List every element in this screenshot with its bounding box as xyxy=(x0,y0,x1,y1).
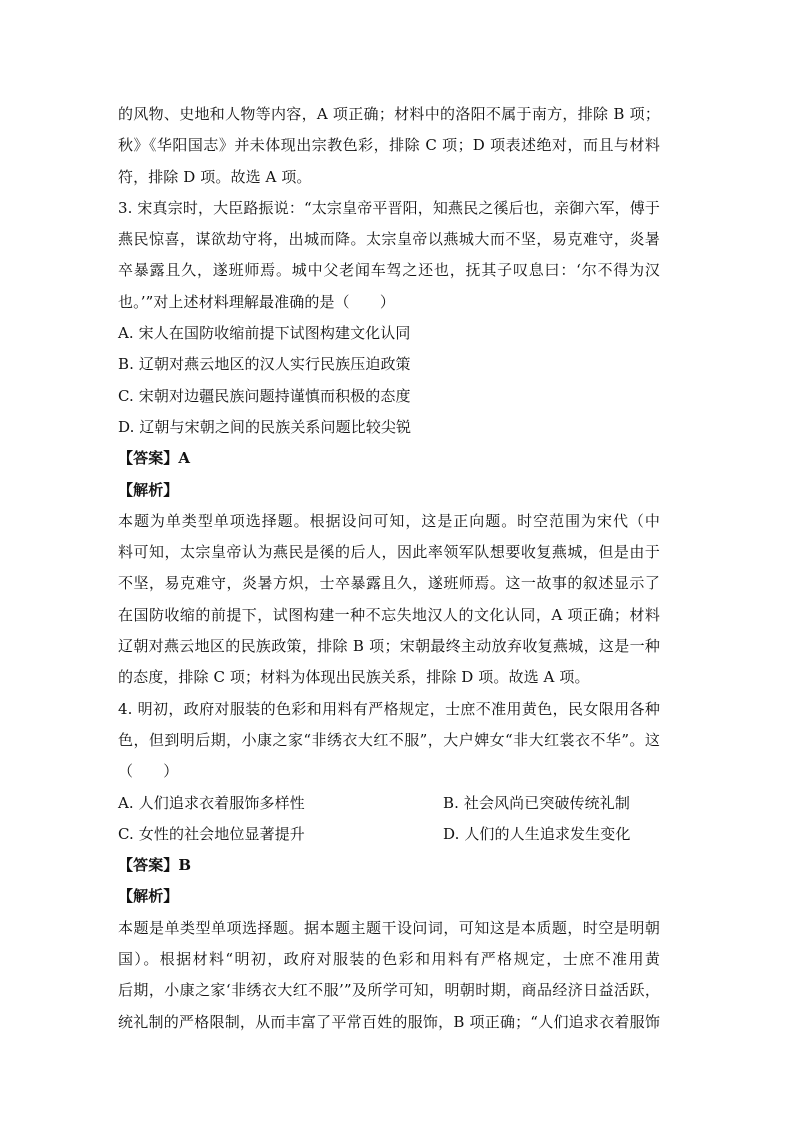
text-line: 卒暴露且久，遂班师焉。城中父老闻车驾之还也，抚其子叹息曰：‘尔不得为汉 xyxy=(118,261,660,280)
option-right: D. 人们的人生追求发生变化 xyxy=(443,824,631,843)
analysis-label: 【解析】 xyxy=(118,887,179,906)
option-left: A. 人们追求衣着服饰多样性 xyxy=(118,793,305,812)
text-line: 色，但到明后期，小康之家“非绣衣大红不服”，大户婢女“非大红裳衣不华”。这 xyxy=(118,730,660,749)
text-line: 不坚，易克难守，炎暑方炽，士卒暴露且久，遂班师焉。这一故事的叙述显示了 xyxy=(118,574,660,593)
text-line: 辽朝对燕云地区的民族政策，排除 B 项；宋朝最终主动放弃收复燕城，这是一种 xyxy=(118,637,660,656)
text-line: 后期，小康之家‘非绣衣大红不服’”及所学可知，明朝时期，商品经济日益活跃， xyxy=(118,981,660,1000)
text-line: B. 辽朝对燕云地区的汉人实行民族压迫政策 xyxy=(118,355,411,374)
text-line: 料可知，太宗皇帝认为燕民是徯的后人，因此率领军队想要收复燕城，但是由于 xyxy=(118,543,660,562)
text-line: 在国防收缩的前提下，试图构建一种不忘失地汉人的文化认同，A 项正确；材料 xyxy=(118,605,660,624)
option-row xyxy=(118,788,678,819)
text-line: 的态度，排除 C 项；材料为体现出民族关系，排除 D 项。故选 A 项。 xyxy=(118,668,590,687)
text-line: （ ） xyxy=(118,762,179,781)
analysis-label: 【解析】 xyxy=(118,480,179,499)
text-line: 也。’”对上述材料理解最准确的是（ ） xyxy=(118,292,395,311)
text-line: A. 宋人在国防收缩前提下试图构建文化认同 xyxy=(118,324,411,343)
text-line: 4. 明初，政府对服装的色彩和用料有严格规定，士庶不准用黄色，民女限用各种 xyxy=(118,699,660,718)
text-line: 燕民惊喜，谋欲劫守将，出城而降。太宗皇帝以燕城大而不坚，易克难守，炎暑 xyxy=(118,230,660,249)
option-right: B. 社会风尚已突破传统礼制 xyxy=(443,793,630,812)
text-line: 3. 宋真宗时，大臣路振说：“太宗皇帝平晋阳，知燕民之徯后也，亲御六军，傅于 xyxy=(118,198,660,217)
text-line: 国）。根据材料“明初，政府对服装的色彩和用料有严格规定，士庶不准用黄 xyxy=(118,950,660,969)
option-left: C. 女性的社会地位显著提升 xyxy=(118,824,305,843)
text-line: 本题是单类型单项选择题。据本题主题干设问词，可知这是本质题，时空是明朝 xyxy=(118,918,660,937)
option-row xyxy=(118,819,678,850)
text-line: C. 宋朝对边疆民族问题持谨慎而积极的态度 xyxy=(118,386,411,405)
text-line: 秋》《华阳国志》并未体现出宗教色彩，排除 C 项；D 项表述绝对，而且与材料 xyxy=(118,136,660,155)
answer-label: 【答案】B xyxy=(118,856,192,875)
text-line: 符，排除 D 项。故选 A 项。 xyxy=(118,167,312,186)
text-line: D. 辽朝与宋朝之间的民族关系问题比较尖锐 xyxy=(118,417,412,436)
document-body xyxy=(118,99,678,1038)
text-line: 的风物、史地和人物等内容，A 项正确；材料中的洛阳不属于南方，排除 B 项； xyxy=(118,105,660,123)
text-line: 统礼制的严格限制，从而丰富了平常百姓的服饰，B 项正确；“人们追求衣着服饰 xyxy=(118,1012,660,1031)
text-line: 本题为单类型单项选择题。根据设问可知，这是正向题。时空范围为宋代（中 xyxy=(118,511,660,530)
answer-label: 【答案】A xyxy=(118,449,191,468)
